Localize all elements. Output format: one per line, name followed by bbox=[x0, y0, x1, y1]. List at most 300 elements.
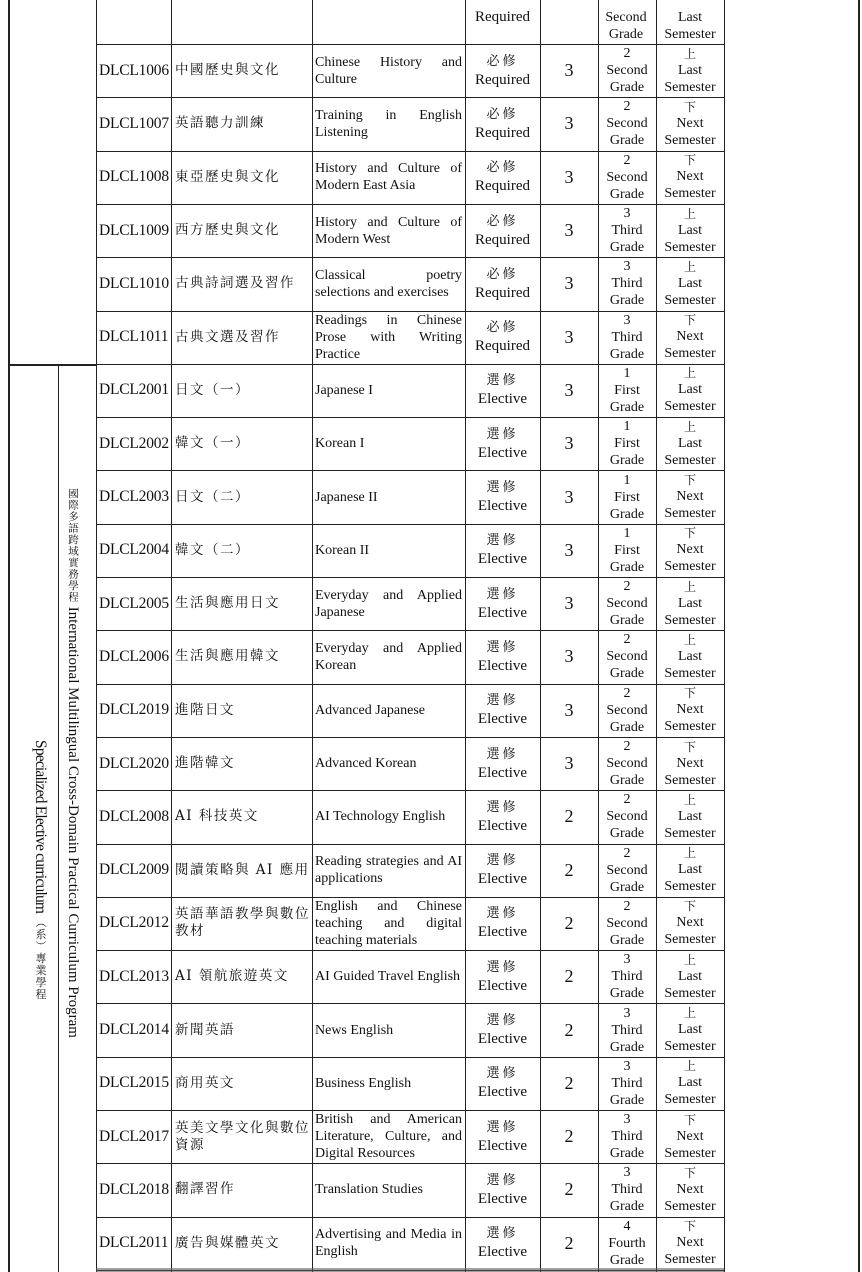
grade-word: Grade bbox=[609, 986, 645, 1002]
grade-ordinal: First bbox=[614, 382, 640, 398]
grid-hline bbox=[96, 257, 724, 258]
course-code-text: DLCL2020 bbox=[99, 754, 169, 772]
course-name-en-text: Advertising and Media in English bbox=[315, 1227, 462, 1260]
credits bbox=[540, 364, 598, 417]
semester-en: Next bbox=[676, 329, 704, 345]
course-name-zh-text: 英語華語教學與數位教材 bbox=[175, 906, 310, 940]
semester-word: Semester bbox=[664, 399, 716, 415]
credits bbox=[540, 790, 598, 843]
grade-word: Grade bbox=[609, 80, 645, 96]
course-name-en bbox=[312, 790, 465, 843]
course-type-zh: 必修 bbox=[486, 213, 519, 229]
credits bbox=[540, 44, 598, 97]
grade-word: Grade bbox=[609, 1039, 645, 1055]
grade-word: Grade bbox=[609, 719, 645, 735]
course-code bbox=[96, 311, 171, 364]
grade-ordinal: Second bbox=[606, 809, 648, 825]
course-name-zh bbox=[171, 790, 312, 843]
course-type-en: Elective bbox=[477, 604, 528, 621]
course-code bbox=[96, 577, 171, 630]
semester bbox=[656, 311, 724, 364]
course-type-en: Required bbox=[475, 338, 530, 355]
grid-hline bbox=[96, 844, 724, 845]
credits-value: 3 bbox=[564, 486, 574, 507]
program-label-en: International Multilingual Cross-Domain Practical Curriculum Program bbox=[65, 606, 81, 1038]
course-name-zh-text: 新聞英語 bbox=[175, 1021, 235, 1038]
grid-hline bbox=[96, 737, 724, 738]
grade-word: Grade bbox=[609, 399, 645, 415]
top-row-grade: Second Grade bbox=[605, 10, 647, 42]
grade-number: 3 bbox=[623, 259, 631, 275]
grade-year bbox=[598, 97, 656, 150]
semester bbox=[656, 1003, 724, 1056]
credits-value: 2 bbox=[564, 912, 574, 933]
grade-ordinal: Second bbox=[606, 63, 648, 79]
course-name-zh-text: 進階日文 bbox=[175, 701, 235, 718]
credits-value: 3 bbox=[564, 326, 574, 347]
grade-year bbox=[598, 1110, 656, 1163]
grade-word: Grade bbox=[609, 1092, 645, 1108]
course-name-zh-text: 生活與應用韓文 bbox=[175, 648, 280, 665]
semester-word: Semester bbox=[664, 612, 716, 628]
course-code-text: DLCL1011 bbox=[99, 328, 169, 346]
semester-word: Semester bbox=[664, 79, 716, 95]
course-name-zh bbox=[171, 97, 312, 150]
course-name-zh bbox=[171, 577, 312, 630]
course-name-zh bbox=[171, 1217, 312, 1270]
grade-word: Grade bbox=[609, 773, 645, 789]
course-name-zh-text: 東亞歷史與文化 bbox=[175, 168, 280, 185]
course-name-zh bbox=[171, 897, 312, 950]
credits-value: 2 bbox=[564, 859, 574, 880]
course-type-en: Elective bbox=[477, 1137, 528, 1154]
credits-value: 2 bbox=[564, 1232, 574, 1253]
course-name-en-text: British and American Literature, Culture, and Digital Resources bbox=[315, 1112, 462, 1162]
semester-en: Next bbox=[676, 542, 704, 558]
semester-zh: 下 bbox=[683, 313, 696, 328]
grade-number: 3 bbox=[623, 1112, 631, 1128]
course-code-text: DLCL2014 bbox=[99, 1021, 169, 1039]
course-name-en bbox=[312, 1057, 465, 1110]
course-name-zh-text: 日文（一） bbox=[175, 381, 250, 398]
grade-number: 2 bbox=[623, 99, 631, 115]
course-type bbox=[465, 630, 540, 683]
semester-zh: 上 bbox=[683, 792, 696, 807]
course-name-en-text: English and Chinese teaching and digital teaching materials bbox=[315, 898, 462, 948]
course-name-zh bbox=[171, 204, 312, 257]
course-code bbox=[96, 1110, 171, 1163]
grade-year bbox=[598, 1057, 656, 1110]
course-name-zh bbox=[171, 1163, 312, 1216]
semester-en: Next bbox=[676, 1128, 704, 1144]
semester bbox=[656, 364, 724, 417]
course-code-text: DLCL2001 bbox=[99, 381, 169, 399]
grid-hline bbox=[96, 470, 724, 471]
program-label-zh: 國際多語跨域實務學程 bbox=[67, 488, 79, 603]
course-code bbox=[96, 470, 171, 523]
course-type bbox=[465, 364, 540, 417]
semester bbox=[656, 950, 724, 1003]
semester-en: Next bbox=[676, 755, 704, 771]
credits bbox=[540, 1057, 598, 1110]
grade-ordinal: First bbox=[614, 542, 640, 558]
course-code-text: DLCL2011 bbox=[99, 1234, 169, 1252]
semester bbox=[656, 630, 724, 683]
grade-word: Grade bbox=[609, 346, 645, 362]
course-code bbox=[96, 737, 171, 790]
course-type bbox=[465, 44, 540, 97]
course-code bbox=[96, 97, 171, 150]
course-code-text: DLCL2017 bbox=[99, 1127, 169, 1145]
credits-value: 3 bbox=[564, 379, 574, 400]
grid-hline bbox=[96, 364, 724, 365]
semester-en: Next bbox=[676, 169, 704, 185]
course-name-en-text: Reading strategies and AI applications bbox=[315, 854, 462, 887]
course-code bbox=[96, 950, 171, 1003]
semester bbox=[656, 737, 724, 790]
semester-en: Next bbox=[676, 702, 704, 718]
credits bbox=[540, 470, 598, 523]
grade-number: 2 bbox=[623, 898, 631, 914]
semester-en: Last bbox=[677, 62, 703, 78]
grade-word: Grade bbox=[609, 559, 645, 575]
course-type bbox=[465, 897, 540, 950]
course-name-en bbox=[312, 97, 465, 150]
grid-hline bbox=[96, 1003, 724, 1004]
grade-word: Grade bbox=[609, 1146, 645, 1162]
semester bbox=[656, 897, 724, 950]
course-name-zh bbox=[171, 257, 312, 310]
semester-word: Semester bbox=[664, 772, 716, 788]
course-name-en-text: Advanced Japanese bbox=[315, 702, 426, 718]
credits bbox=[540, 1003, 598, 1056]
semester-word: Semester bbox=[664, 1092, 716, 1108]
semester-zh: 上 bbox=[683, 259, 696, 274]
grade-year bbox=[598, 257, 656, 310]
course-name-en bbox=[312, 470, 465, 523]
course-type bbox=[465, 1057, 540, 1110]
course-type-en: Elective bbox=[477, 711, 528, 728]
course-type bbox=[465, 1003, 540, 1056]
course-name-en bbox=[312, 1110, 465, 1163]
course-name-zh bbox=[171, 950, 312, 1003]
grid-vline bbox=[465, 0, 466, 1272]
semester-word: Semester bbox=[664, 559, 716, 575]
semester-word: Semester bbox=[664, 719, 716, 735]
course-name-zh-text: 中國歷史與文化 bbox=[175, 62, 280, 79]
course-name-zh-text: AI 領航旅遊英文 bbox=[175, 968, 289, 985]
course-name-en bbox=[312, 577, 465, 630]
grade-year bbox=[598, 1217, 656, 1270]
course-name-en-text: Everyday and Applied Korean bbox=[315, 640, 462, 673]
grade-ordinal: Second bbox=[606, 756, 648, 772]
course-type-en: Required bbox=[475, 124, 530, 141]
semester-word: Semester bbox=[664, 506, 716, 522]
semester-zh: 下 bbox=[683, 1219, 696, 1234]
course-name-en bbox=[312, 684, 465, 737]
grade-ordinal: First bbox=[614, 489, 640, 505]
course-code-text: DLCL2012 bbox=[99, 914, 169, 932]
grade-word: Grade bbox=[609, 453, 645, 469]
course-name-zh-text: 日文（二） bbox=[175, 488, 250, 505]
semester-zh: 上 bbox=[683, 206, 696, 221]
course-code bbox=[96, 1057, 171, 1110]
course-type-zh: 必修 bbox=[486, 320, 519, 336]
course-type bbox=[465, 790, 540, 843]
grid-vline bbox=[58, 364, 59, 1272]
semester-word: Semester bbox=[664, 1198, 716, 1214]
course-type-zh: 選修 bbox=[486, 853, 519, 869]
course-code bbox=[96, 524, 171, 577]
course-name-zh bbox=[171, 151, 312, 204]
course-name-zh bbox=[171, 1110, 312, 1163]
course-code-text: DLCL2005 bbox=[99, 594, 169, 612]
grade-year bbox=[598, 470, 656, 523]
course-type-zh: 選修 bbox=[486, 1013, 519, 1029]
semester-en: Last bbox=[677, 222, 703, 238]
course-type-en: Elective bbox=[477, 657, 528, 674]
course-code-text: DLCL1009 bbox=[99, 221, 169, 239]
course-type-en: Elective bbox=[477, 1244, 528, 1261]
grade-number: 2 bbox=[623, 739, 631, 755]
course-code bbox=[96, 1217, 171, 1270]
course-name-zh-text: 古典詩詞選及習作 bbox=[175, 275, 295, 292]
grade-ordinal: Third bbox=[611, 1022, 643, 1038]
grid-hline bbox=[96, 1163, 724, 1164]
specialized-elective-label-en: Specialized Elective curriculum bbox=[32, 740, 49, 914]
grade-ordinal: Third bbox=[611, 1182, 643, 1198]
course-name-zh bbox=[171, 684, 312, 737]
grid-hline bbox=[96, 524, 724, 525]
course-name-en-text: Business English bbox=[315, 1075, 412, 1091]
course-code-text: DLCL2004 bbox=[99, 541, 169, 559]
course-type bbox=[465, 844, 540, 897]
course-name-en bbox=[312, 524, 465, 577]
credits bbox=[540, 204, 598, 257]
course-name-zh-text: 進階韓文 bbox=[175, 755, 235, 772]
course-type-en: Elective bbox=[477, 1190, 528, 1207]
cut-off-next-row bbox=[96, 1268, 724, 1272]
semester bbox=[656, 1217, 724, 1270]
semester-zh: 上 bbox=[683, 46, 696, 61]
course-type bbox=[465, 1163, 540, 1216]
semester bbox=[656, 257, 724, 310]
semester-en: Next bbox=[676, 115, 704, 131]
semester-zh: 上 bbox=[683, 1059, 696, 1074]
grade-year bbox=[598, 790, 656, 843]
credits bbox=[540, 844, 598, 897]
semester-word: Semester bbox=[664, 1145, 716, 1161]
grade-ordinal: First bbox=[614, 436, 640, 452]
course-name-en bbox=[312, 417, 465, 470]
grid-hline bbox=[96, 630, 724, 631]
semester-word: Semester bbox=[664, 1039, 716, 1055]
course-name-en bbox=[312, 257, 465, 310]
course-code-text: DLCL2008 bbox=[99, 807, 169, 825]
grid-vline bbox=[171, 0, 172, 1272]
semester-zh: 下 bbox=[683, 526, 696, 541]
course-type-zh: 選修 bbox=[486, 373, 519, 389]
semester bbox=[656, 417, 724, 470]
grade-number: 2 bbox=[623, 792, 631, 808]
course-code bbox=[96, 684, 171, 737]
credits bbox=[540, 257, 598, 310]
semester-zh: 上 bbox=[683, 419, 696, 434]
course-type-zh: 選修 bbox=[486, 533, 519, 549]
course-name-zh-text: 古典文選及習作 bbox=[175, 328, 280, 345]
semester-word: Semester bbox=[664, 932, 716, 948]
semester-word: Semester bbox=[664, 239, 716, 255]
grade-year bbox=[598, 151, 656, 204]
grade-word: Grade bbox=[609, 1252, 645, 1268]
course-type-en: Elective bbox=[477, 924, 528, 941]
grade-ordinal: Third bbox=[611, 969, 643, 985]
credits bbox=[540, 417, 598, 470]
semester-zh: 上 bbox=[683, 366, 696, 381]
grade-number: 3 bbox=[623, 952, 631, 968]
course-type-zh: 選修 bbox=[486, 746, 519, 762]
grid-hline bbox=[96, 151, 724, 152]
semester-word: Semester bbox=[664, 132, 716, 148]
credits bbox=[540, 1163, 598, 1216]
grade-year bbox=[598, 1163, 656, 1216]
grid-hline bbox=[96, 1110, 724, 1111]
specialized-elective-label-zh: （系）專業學程 bbox=[34, 916, 47, 1001]
semester-en: Last bbox=[677, 648, 703, 664]
semester-zh: 下 bbox=[683, 899, 696, 914]
grade-word: Grade bbox=[609, 879, 645, 895]
program-label bbox=[64, 488, 81, 1038]
course-name-en-text: News English bbox=[315, 1022, 394, 1038]
course-name-en-text: Classical poetry selections and exercises bbox=[315, 267, 462, 300]
grade-ordinal: Second bbox=[606, 596, 648, 612]
semester bbox=[656, 790, 724, 843]
credits bbox=[540, 630, 598, 683]
grade-ordinal: Third bbox=[611, 1075, 643, 1091]
semester-en: Next bbox=[676, 1181, 704, 1197]
grade-year bbox=[598, 897, 656, 950]
semester bbox=[656, 151, 724, 204]
course-name-en bbox=[312, 1003, 465, 1056]
grid-hline bbox=[96, 44, 724, 45]
course-name-en bbox=[312, 44, 465, 97]
course-name-en bbox=[312, 151, 465, 204]
grade-ordinal: Second bbox=[606, 649, 648, 665]
grade-word: Grade bbox=[609, 240, 645, 256]
course-type bbox=[465, 311, 540, 364]
grade-year bbox=[598, 204, 656, 257]
semester bbox=[656, 470, 724, 523]
specialized-elective-label bbox=[31, 740, 49, 1000]
course-name-zh-text: 英美文學文化與數位資源 bbox=[175, 1119, 310, 1153]
grade-number: 2 bbox=[623, 152, 631, 168]
grade-word: Grade bbox=[609, 613, 645, 629]
course-name-en-text: Japanese II bbox=[315, 489, 378, 505]
course-code-text: DLCL2018 bbox=[99, 1180, 169, 1198]
grade-year bbox=[598, 311, 656, 364]
semester-en: Next bbox=[676, 489, 704, 505]
credits bbox=[540, 897, 598, 950]
grade-word: Grade bbox=[609, 133, 645, 149]
grade-number: 1 bbox=[623, 419, 631, 435]
semester-en: Last bbox=[677, 808, 703, 824]
course-name-zh-text: 韓文（一） bbox=[175, 435, 250, 452]
course-name-en bbox=[312, 1217, 465, 1270]
course-code-text: DLCL2013 bbox=[99, 967, 169, 985]
credits-value: 3 bbox=[564, 273, 574, 294]
course-type-zh: 選修 bbox=[486, 1226, 519, 1242]
course-type-zh: 選修 bbox=[486, 639, 519, 655]
course-code-text: DLCL1008 bbox=[99, 168, 169, 186]
grid-hline bbox=[96, 950, 724, 951]
course-type bbox=[465, 737, 540, 790]
credits bbox=[540, 1217, 598, 1270]
grade-word: Grade bbox=[609, 506, 645, 522]
semester-zh: 上 bbox=[683, 846, 696, 861]
course-code bbox=[96, 1163, 171, 1216]
grade-number: 2 bbox=[623, 845, 631, 861]
course-name-zh bbox=[171, 44, 312, 97]
grade-ordinal: Third bbox=[611, 329, 643, 345]
credits-value: 2 bbox=[564, 1179, 574, 1200]
credits bbox=[540, 577, 598, 630]
credits-value: 2 bbox=[564, 1072, 574, 1093]
semester bbox=[656, 1163, 724, 1216]
semester-word: Semester bbox=[664, 825, 716, 841]
course-type-en: Elective bbox=[477, 977, 528, 994]
semester bbox=[656, 97, 724, 150]
semester-word: Semester bbox=[664, 186, 716, 202]
grade-ordinal: Second bbox=[606, 116, 648, 132]
course-name-en bbox=[312, 311, 465, 364]
course-name-en bbox=[312, 897, 465, 950]
semester-word: Semester bbox=[664, 346, 716, 362]
course-name-zh-text: AI 科技英文 bbox=[175, 808, 259, 825]
course-code bbox=[96, 417, 171, 470]
course-name-zh-text: 韓文（二） bbox=[175, 541, 250, 558]
grade-word: Grade bbox=[609, 666, 645, 682]
course-type bbox=[465, 1217, 540, 1270]
course-name-en-text: History and Culture of Modern West bbox=[315, 214, 462, 247]
course-name-en bbox=[312, 364, 465, 417]
course-type-en: Elective bbox=[477, 817, 528, 834]
course-type bbox=[465, 204, 540, 257]
semester-en: Last bbox=[677, 862, 703, 878]
course-name-en-text: AI Guided Travel English bbox=[315, 969, 461, 985]
course-type bbox=[465, 97, 540, 150]
course-type-zh: 選修 bbox=[486, 959, 519, 975]
semester-zh: 下 bbox=[683, 1165, 696, 1180]
semester-en: Next bbox=[676, 1235, 704, 1251]
grid-hline bbox=[96, 897, 724, 898]
course-name-en-text: Readings in Chinese Prose with Writing Practice bbox=[315, 312, 462, 362]
course-code bbox=[96, 844, 171, 897]
grade-ordinal: Third bbox=[611, 276, 643, 292]
credits-value: 3 bbox=[564, 60, 574, 81]
grid-vline bbox=[96, 0, 97, 1272]
grid-hline bbox=[96, 417, 724, 418]
credits bbox=[540, 1110, 598, 1163]
credits-value: 2 bbox=[564, 1126, 574, 1147]
course-name-zh bbox=[171, 524, 312, 577]
grid-hline bbox=[96, 97, 724, 98]
grade-ordinal: Second bbox=[606, 915, 648, 931]
course-type-en: Required bbox=[475, 178, 530, 195]
grade-word: Grade bbox=[609, 1199, 645, 1215]
course-name-zh bbox=[171, 1003, 312, 1056]
semester-zh: 上 bbox=[683, 579, 696, 594]
course-type-en: Required bbox=[475, 284, 530, 301]
